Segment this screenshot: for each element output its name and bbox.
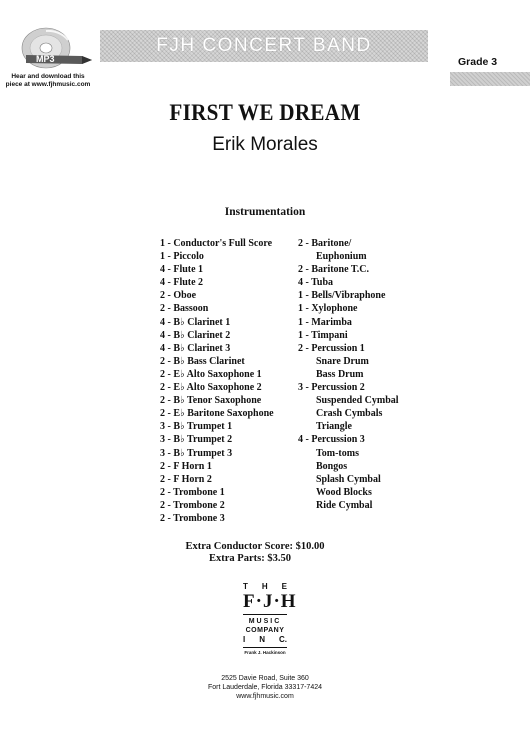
logo-company: COMPANY — [245, 627, 285, 634]
instrument-item: 2 - Percussion 1 — [298, 342, 365, 354]
instrument-item: 4 - B♭ Clarinet 3 — [160, 342, 231, 354]
instrument-item: 1 - Xylophone — [298, 303, 358, 315]
instrument-item: 3 - Percussion 2 — [298, 382, 365, 394]
instrumentation-heading: Instrumentation — [224, 206, 306, 218]
instrument-item: 2 - Trombone 2 — [160, 499, 225, 511]
logo-rule — [243, 614, 287, 615]
grade-bar — [450, 72, 530, 86]
instrument-item: 4 - Flute 1 — [160, 264, 204, 276]
instrument-item: 2 - Oboe — [160, 290, 197, 302]
instrument-item: 2 - B♭ Tenor Saxophone — [160, 395, 262, 407]
instrument-subitem: Suspended Cymbal — [316, 395, 399, 407]
instrument-subitem: Splash Cymbal — [316, 473, 381, 485]
series-title: FJH CONCERT BAND — [156, 35, 372, 56]
instrument-subitem: Bass Drum — [316, 368, 364, 380]
instrument-item: 2 - E♭ Alto Saxophone 1 — [160, 368, 262, 380]
instrument-item: 2 - Trombone 1 — [160, 486, 225, 498]
instrument-item: 4 - Percussion 3 — [298, 434, 365, 446]
logo-music: MUSIC — [248, 618, 282, 625]
instrument-item: 1 - Piccolo — [160, 251, 204, 263]
instrument-subitem: Crash Cymbals — [316, 408, 383, 420]
instrument-item: 4 - B♭ Clarinet 1 — [160, 316, 231, 328]
instrument-item: 3 - B♭ Trumpet 2 — [160, 434, 233, 446]
instrument-item: 2 - Baritone T.C. — [298, 264, 370, 276]
composer-name: Erik Morales — [212, 134, 318, 155]
logo-the: T H E — [243, 582, 287, 591]
instrument-item: 1 - Bells/Vibraphone — [298, 290, 386, 302]
instrument-subitem: Tom-toms — [316, 447, 359, 459]
logo-rule-bottom — [243, 647, 287, 648]
instrument-item: 1 - Timpani — [298, 329, 348, 341]
instrument-item: 1 - Marimba — [298, 316, 352, 328]
instrument-item: 2 - F Horn 2 — [160, 473, 212, 485]
instrument-item: 4 - Tuba — [298, 277, 334, 289]
publisher-address — [0, 674, 530, 701]
mp3-cd-icon — [18, 26, 98, 76]
series-banner — [100, 30, 428, 62]
mp3-caption-line2[interactable]: piece at www.fjhmusic.com — [5, 81, 91, 88]
instrument-subitem: Ride Cymbal — [316, 499, 373, 511]
extra-parts-price: Extra Parts: $3.50 — [209, 553, 291, 564]
mp3-badge-text: MP3 — [36, 54, 55, 64]
instrument-item: 2 - Baritone/ — [298, 238, 352, 249]
instrumentation-right-column — [298, 237, 438, 512]
instrument-subitem: Triangle — [316, 421, 352, 433]
instrumentation-left-column — [160, 237, 300, 525]
instrument-item: 4 - B♭ Clarinet 2 — [160, 329, 231, 341]
address-line2: Fort Lauderdale, Florida 33317-7424 — [207, 684, 323, 691]
instrument-subitem: Snare Drum — [316, 355, 369, 367]
publisher-website[interactable]: www.fjhmusic.com — [236, 693, 294, 700]
pricing-block — [0, 541, 530, 565]
piece-title: FIRST WE DREAM — [169, 100, 361, 125]
logo-inc: I N C. — [243, 635, 287, 644]
instrument-item: 2 - Bassoon — [160, 303, 209, 315]
instrument-item: 1 - Conductor's Full Score — [160, 238, 273, 249]
grade-label: Grade 3 — [458, 56, 498, 68]
extra-conductor-score-price: Extra Conductor Score: $10.00 — [185, 541, 325, 552]
instrument-item: 2 - Trombone 3 — [160, 512, 225, 524]
instrument-item: 3 - B♭ Trumpet 1 — [160, 421, 233, 433]
instrument-item: 2 - F Horn 1 — [160, 460, 212, 472]
instrument-item: 2 - E♭ Baritone Saxophone — [160, 408, 274, 420]
instrument-subitem: Bongos — [316, 460, 348, 472]
instrument-item: 3 - B♭ Trumpet 3 — [160, 447, 233, 459]
fjh-logo — [243, 582, 297, 655]
mp3-caption-line1: Hear and download this — [11, 73, 85, 80]
instrument-subitem: Wood Blocks — [316, 486, 372, 498]
address-line1: 2525 Davie Road, Suite 360 — [221, 675, 309, 682]
logo-fjh-letters: F·J·H — [243, 591, 297, 612]
logo-signature: Frank J. Hackinson — [244, 650, 286, 655]
instrument-item: 2 - E♭ Alto Saxophone 2 — [160, 382, 262, 394]
instrument-subitem: Euphonium — [316, 251, 367, 263]
instrument-item: 4 - Flute 2 — [160, 277, 204, 289]
mp3-caption[interactable] — [2, 73, 94, 89]
instrument-item: 2 - B♭ Bass Clarinet — [160, 355, 245, 367]
